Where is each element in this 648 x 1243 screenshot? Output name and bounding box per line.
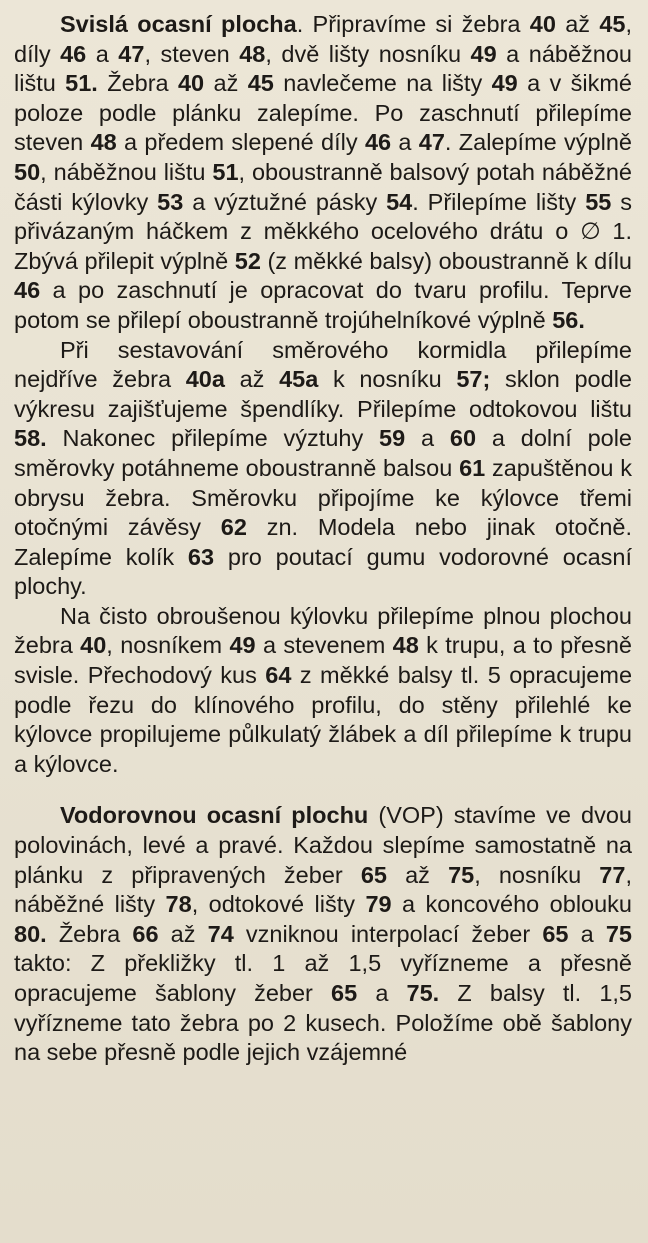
bold-text-segment: 48 bbox=[239, 40, 266, 67]
text-segment: a dolní pole směrovky potáhneme oboustranně balsou bbox=[14, 425, 632, 481]
bold-text-segment: 62 bbox=[220, 514, 247, 541]
bold-text-segment: Svislá ocasní plocha bbox=[60, 11, 297, 37]
bold-text-segment: 77 bbox=[599, 861, 626, 888]
bold-text-segment: 50 bbox=[14, 158, 41, 185]
paragraph-horizontal-tail bbox=[14, 801, 632, 1067]
bold-text-segment: 49 bbox=[470, 40, 497, 67]
bold-text-segment: 65 bbox=[331, 980, 358, 1006]
text-segment: takto: Z překližky tl. 1 až 1,5 vyřízneme a přesně opracujeme šablony žeber bbox=[14, 950, 632, 1006]
bold-text-segment: 60 bbox=[449, 425, 477, 452]
text-segment: a bbox=[405, 425, 450, 452]
bold-text-segment: 48 bbox=[90, 129, 117, 156]
text-segment: , díly bbox=[14, 11, 632, 67]
paragraph-rudder bbox=[14, 336, 632, 602]
text-segment: , nosníku bbox=[474, 861, 600, 888]
text-segment: až bbox=[386, 861, 449, 888]
text-segment: a náběžnou lištu bbox=[14, 40, 632, 97]
text-segment: k nosníku bbox=[318, 366, 457, 393]
text-segment: , náběžnou lištu bbox=[40, 158, 213, 185]
bold-text-segment: 65 bbox=[360, 861, 387, 888]
bold-text-segment: 49 bbox=[491, 70, 518, 97]
bold-text-segment: 40 bbox=[80, 632, 107, 659]
bold-text-segment: 51. bbox=[65, 70, 98, 97]
bold-text-segment: 75. bbox=[406, 980, 440, 1006]
bold-text-segment: 47 bbox=[118, 40, 145, 67]
text-segment: a bbox=[568, 920, 606, 947]
bold-text-segment: 64 bbox=[265, 662, 292, 689]
bold-text-segment: 65 bbox=[542, 920, 569, 947]
bold-text-segment: 49 bbox=[229, 632, 256, 659]
bold-text-segment: 79 bbox=[365, 891, 392, 918]
text-segment: sklon podle výkresu zajišťujeme špendlíky. Přilepíme odtokovou lištu bbox=[14, 366, 632, 422]
bold-text-segment: 45 bbox=[599, 11, 626, 37]
bold-text-segment: 46 bbox=[364, 129, 392, 156]
text-segment: až bbox=[158, 920, 208, 947]
bold-text-segment: 59 bbox=[379, 425, 406, 452]
paragraph-vertical-tail bbox=[14, 10, 632, 336]
bold-text-segment: 75 bbox=[605, 920, 632, 947]
bold-text-segment: 47 bbox=[418, 129, 445, 156]
text-segment: k trupu, a to přesně svisle. Přechodový kus bbox=[14, 632, 632, 689]
text-segment: Žebra bbox=[97, 70, 178, 97]
text-segment: a předem slepené díly bbox=[116, 129, 365, 156]
text-segment: . Přilepíme lišty bbox=[412, 188, 586, 215]
bold-text-segment: 51 bbox=[212, 158, 239, 185]
bold-text-segment: 40 bbox=[177, 70, 205, 97]
bold-text-segment: 53 bbox=[157, 188, 184, 215]
text-segment: a stevenem bbox=[255, 632, 393, 659]
text-segment: až bbox=[224, 366, 280, 393]
text-segment: , dvě lišty nosníku bbox=[265, 40, 471, 67]
bold-text-segment: 74 bbox=[207, 920, 234, 947]
bold-text-segment: 57; bbox=[456, 366, 491, 393]
bold-text-segment: 46 bbox=[60, 40, 87, 67]
bold-text-segment: 75 bbox=[448, 861, 475, 888]
bold-text-segment: 54 bbox=[386, 188, 413, 215]
text-segment: (z měkké balsy) oboustranně k dílu bbox=[260, 247, 632, 274]
text-segment: s přivázaným háčkem z měkkého ocelového drátu o ∅ 1. Zbývá přilepit výplně bbox=[14, 188, 633, 274]
bold-text-segment: 40 bbox=[529, 11, 556, 37]
paragraph-fin-attachment bbox=[14, 602, 632, 780]
bold-text-segment: 56. bbox=[552, 306, 585, 333]
text-segment: , steven bbox=[144, 40, 240, 67]
bold-text-segment: Vodorovnou ocasní plochu bbox=[60, 802, 369, 829]
text-segment: a koncového oblouku bbox=[391, 891, 632, 918]
text-segment: . Zalepíme výplně bbox=[444, 129, 632, 156]
text-segment: z měkké balsy tl. 5 opracujeme podle řezu do klínového profilu, do stěny přilehlé ke kýlovce propilujeme půlkulatý žlábek a díl přilepíme k trupu a kýlovce. bbox=[14, 662, 633, 777]
bold-text-segment: 63 bbox=[187, 543, 215, 570]
bold-text-segment: 66 bbox=[132, 920, 159, 947]
text-segment: a po zaschnutí je opracovat do tvaru profilu. Teprve potom se přilepí oboustranně trojúhelníkové výplně bbox=[14, 277, 632, 333]
bold-text-segment: 55 bbox=[585, 188, 612, 215]
text-segment: a v šikmé poloze podle plánku zalepíme. Po zaschnutí přilepíme steven bbox=[14, 70, 632, 156]
bold-text-segment: 48 bbox=[392, 632, 419, 659]
bold-text-segment: 78 bbox=[165, 891, 192, 918]
bold-text-segment: 45 bbox=[247, 70, 274, 97]
text-segment: Při sestavování směrového kormidla přilepíme nejdříve žebra bbox=[14, 336, 632, 393]
text-segment: a výztužné pásky bbox=[183, 188, 387, 215]
text-segment: , náběžné lišty bbox=[14, 861, 632, 918]
text-segment: (VOP) stavíme ve dvou polovinách, levé a pravé. Každou slepíme samostatně na plánku z připravených žeber bbox=[14, 802, 633, 888]
text-segment: . Připravíme si žebra bbox=[296, 11, 530, 37]
text-segment: , odtokové lišty bbox=[191, 891, 366, 918]
text-segment: navlečeme na lišty bbox=[273, 70, 492, 97]
text-segment: vzniknou interpolací žeber bbox=[233, 920, 543, 947]
text-segment: až bbox=[204, 70, 248, 97]
text-segment: a bbox=[86, 40, 119, 67]
text-segment: zapuštěnou k obrysu žebra. Směrovku připojíme ke kýlovce třemi otočnými závěsy bbox=[14, 454, 632, 541]
text-segment: pro poutací gumu vodorovné ocasní plochy. bbox=[14, 543, 632, 600]
text-segment: a bbox=[391, 129, 419, 156]
text-segment: Žebra bbox=[46, 920, 133, 947]
bold-text-segment: 61 bbox=[459, 454, 486, 481]
bold-text-segment: 40a bbox=[185, 366, 225, 393]
text-segment: , oboustranně balsový potah náběžné části kýlovky bbox=[14, 158, 632, 215]
bold-text-segment: 52 bbox=[234, 247, 261, 274]
text-segment: Z balsy tl. 1,5 vyřízneme tato žebra po 2 kusech. Položíme obě šablony na sebe přesně podle jejich vzájemné bbox=[14, 980, 632, 1066]
text-segment: , nosníkem bbox=[106, 632, 230, 659]
bold-text-segment: 58. bbox=[14, 425, 47, 452]
text-segment: zn. Modela nebo jinak otočně. Zalepíme kolík bbox=[14, 514, 632, 570]
bold-text-segment: 45a bbox=[279, 366, 319, 393]
text-segment: Na čisto obroušenou kýlovku přilepíme plnou plochou žebra bbox=[14, 602, 632, 659]
bold-text-segment: 46 bbox=[14, 277, 41, 304]
bold-text-segment: 80. bbox=[14, 920, 47, 947]
text-segment: a bbox=[357, 980, 407, 1006]
text-segment: až bbox=[555, 11, 600, 37]
text-segment: Nakonec přilepíme výztuhy bbox=[46, 425, 380, 452]
